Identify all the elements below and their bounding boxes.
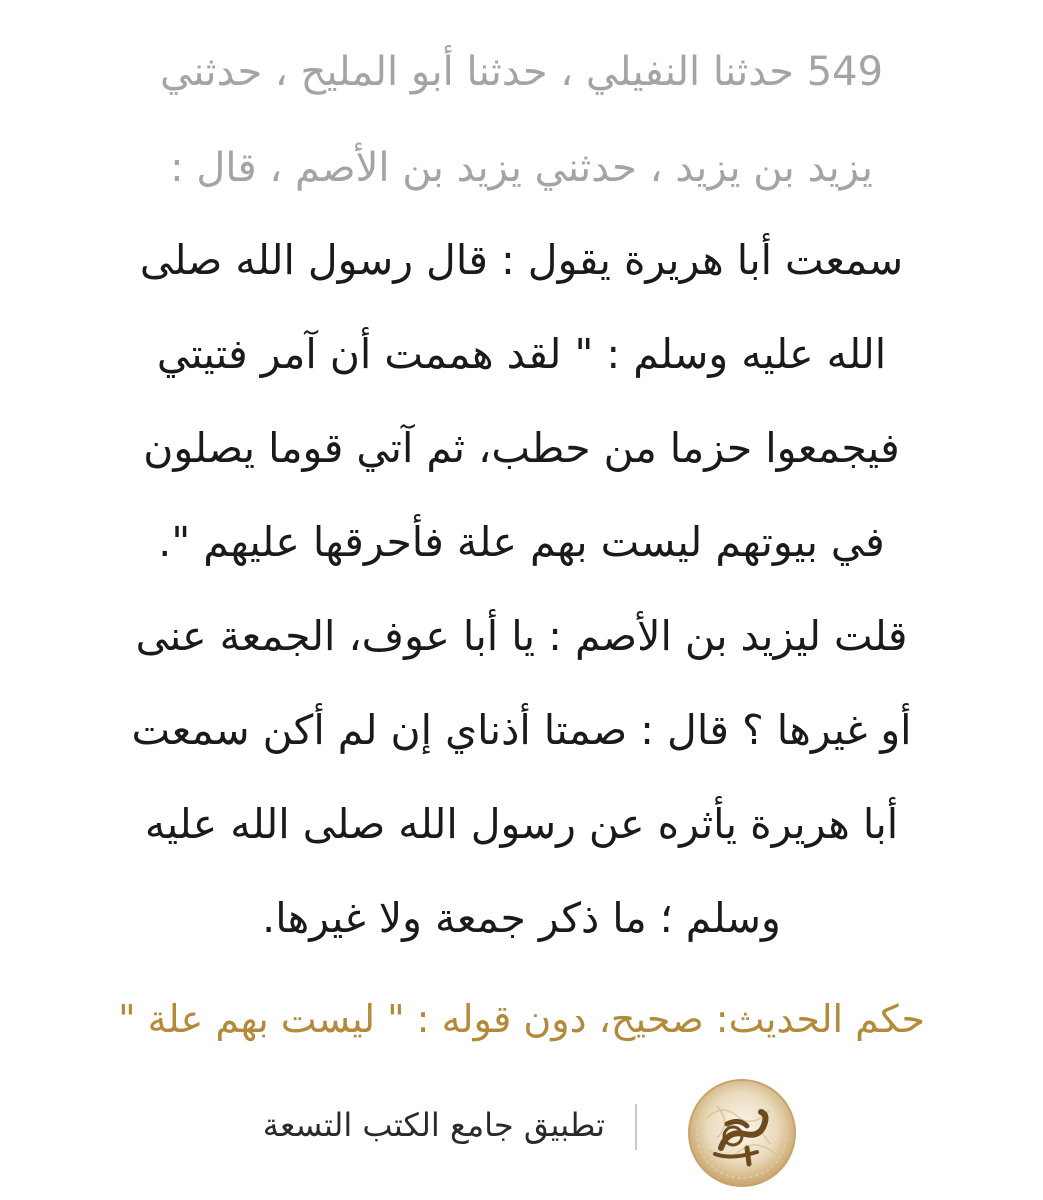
matn-line: أو غيرها ؟ قال : صمتا أذناي إن لم أكن سمعت: [131, 706, 912, 754]
app-name: تطبيق جامع الكتب التسعة: [262, 1106, 605, 1144]
isnad-line: يزيد بن يزيد ، حدثني يزيد بن الأصم ، قال :: [170, 145, 873, 191]
matn-line: سمعت أبا هريرة يقول : قال رسول الله صلى: [139, 236, 904, 284]
matn-line: أبا هريرة يأثره عن رسول الله صلى الله عليه: [144, 800, 899, 848]
app-footer: [200, 1078, 820, 1178]
matn-line: وسلم ؛ ما ذكر جمعة ولا غيرها.: [262, 894, 781, 942]
matn-line: قلت ليزيد بن الأصم : يا أبا عوف، الجمعة عنى: [135, 612, 908, 660]
matn-line: فيجمعوا حزما من حطب، ثم آتي قوما يصلون: [143, 424, 900, 472]
muhammad-calligraphy-seal-icon: [687, 1078, 797, 1188]
matn-line: الله عليه وسلم : " لقد هممت أن آمر فتيتي: [156, 330, 887, 378]
isnad-line: 549 حدثنا النفيلي ، حدثنا أبو المليح ، حدثني: [159, 49, 884, 95]
matn-line: في بيوتهم ليست بهم علة فأحرقها عليهم ".: [158, 518, 885, 566]
footer-divider: [635, 1104, 637, 1150]
hadith-grade: حكم الحديث: صحيح، دون قوله : " ليست بهم علة ": [118, 997, 925, 1041]
